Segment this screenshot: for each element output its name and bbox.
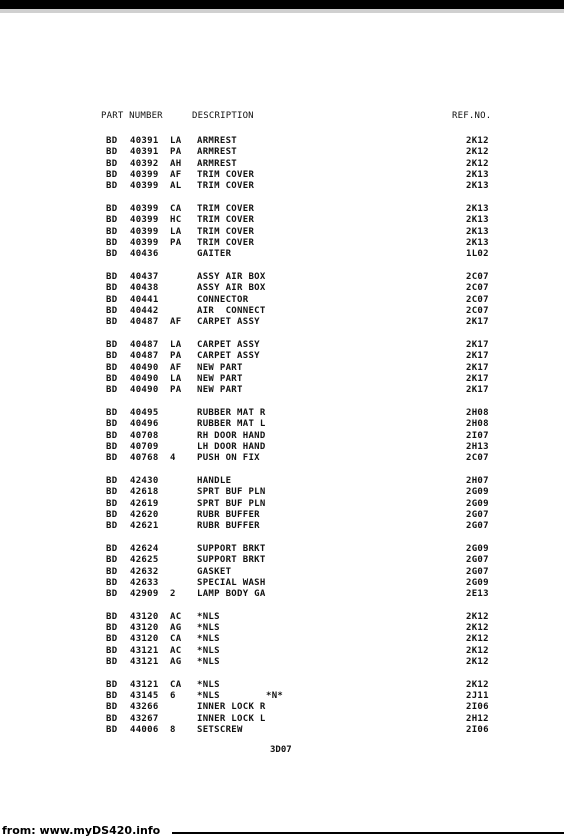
part-prefix: BD (106, 634, 118, 645)
part-suffix: HC (170, 215, 182, 226)
table-row (0, 623, 564, 634)
part-ref-no: 2I06 (466, 702, 489, 713)
part-ref-no: 2G07 (466, 509, 489, 520)
part-ref-no: 2K12 (466, 623, 489, 634)
part-description: TRIM COVER (197, 203, 255, 214)
table-row (0, 215, 564, 226)
part-prefix: BD (106, 566, 118, 577)
part-ref-no: 2K13 (466, 169, 489, 180)
table-row (0, 147, 564, 158)
table-row (0, 317, 564, 328)
part-suffix: AG (170, 623, 182, 634)
part-ref-no: 2K17 (466, 339, 489, 350)
part-suffix: 6 (170, 691, 176, 702)
table-row (0, 181, 564, 192)
part-prefix: BD (106, 657, 118, 668)
part-description: AIR CONNECT (197, 305, 266, 316)
part-ref-no: 2I06 (466, 725, 489, 736)
table-row (0, 170, 564, 181)
part-ref-no: 2K13 (466, 237, 489, 248)
part-prefix: BD (106, 713, 118, 724)
part-description: *NLS (197, 623, 220, 634)
part-description: HANDLE (197, 475, 232, 486)
part-ref-no: 2K17 (466, 317, 489, 328)
part-prefix: BD (106, 623, 118, 634)
part-group (0, 680, 564, 736)
part-description: INNER LOCK R (197, 702, 266, 713)
part-prefix: BD (106, 294, 118, 305)
table-row (0, 374, 564, 385)
part-ref-no: 2G09 (466, 543, 489, 554)
part-ref-no: 2H08 (466, 419, 489, 430)
part-description: TRIM COVER (197, 215, 255, 226)
part-description: INNER LOCK L (197, 713, 266, 724)
part-number: 40392 (130, 158, 159, 169)
table-row (0, 431, 564, 442)
part-description: RUBR BUFFER (197, 509, 260, 520)
part-prefix: BD (106, 362, 118, 373)
part-description: NEW PART (197, 385, 243, 396)
table-row (0, 385, 564, 396)
part-description: ARMREST (197, 158, 238, 169)
part-description: *NLS (197, 657, 220, 668)
part-description: *NLS (197, 645, 220, 656)
part-suffix: 2 (170, 589, 176, 600)
part-flag: *N* (266, 691, 284, 702)
part-description: GAITER (197, 249, 232, 260)
part-prefix: BD (106, 475, 118, 486)
part-suffix: AC (170, 611, 182, 622)
part-number: 40399 (130, 203, 159, 214)
part-suffix: AL (170, 181, 182, 192)
part-prefix: BD (106, 271, 118, 282)
part-prefix: BD (106, 385, 118, 396)
part-prefix: BD (106, 453, 118, 464)
table-row (0, 249, 564, 260)
part-description: *NLS (197, 611, 220, 622)
part-description: ARMREST (197, 136, 238, 146)
part-description: CARPET ASSY (197, 351, 260, 362)
part-ref-no: 2K12 (466, 645, 489, 656)
part-ref-no: 2J11 (466, 691, 489, 702)
part-ref-no: 2E13 (466, 589, 489, 600)
page-code: 3D07 (270, 745, 292, 755)
part-number: 43120 (130, 634, 159, 645)
part-number: 42619 (130, 498, 159, 509)
part-description: RUBBER MAT L (197, 419, 266, 430)
part-number: 40490 (130, 373, 159, 384)
part-description: SUPPORT BRKT (197, 555, 266, 566)
part-description: CARPET ASSY (197, 317, 260, 328)
table-row (0, 204, 564, 215)
table-row (0, 555, 564, 566)
part-suffix: PA (170, 351, 182, 362)
table-row (0, 578, 564, 589)
part-group (0, 544, 564, 600)
part-number: 42633 (130, 577, 159, 588)
part-number: 43121 (130, 657, 159, 668)
part-prefix: BD (106, 351, 118, 362)
part-ref-no: 2I07 (466, 430, 489, 441)
part-number: 42625 (130, 555, 159, 566)
part-group (0, 204, 564, 260)
part-number: 43267 (130, 713, 159, 724)
part-ref-no: 2C07 (466, 453, 489, 464)
part-suffix: PA (170, 237, 182, 248)
part-description: SPECIAL WASH (197, 577, 266, 588)
table-row (0, 702, 564, 713)
table-row (0, 646, 564, 657)
part-prefix: BD (106, 339, 118, 350)
table-row (0, 340, 564, 351)
part-description: NEW PART (197, 373, 243, 384)
part-ref-no: 2K13 (466, 215, 489, 226)
part-ref-no: 2C07 (466, 283, 489, 294)
part-description: *NLS (197, 691, 220, 702)
part-suffix: LA (170, 136, 182, 146)
part-description: TRIM COVER (197, 169, 255, 180)
table-row (0, 544, 564, 555)
part-number: 43120 (130, 611, 159, 622)
part-description: GASKET (197, 566, 232, 577)
part-number: 43121 (130, 645, 159, 656)
part-prefix: BD (106, 430, 118, 441)
part-ref-no: 2K13 (466, 181, 489, 192)
part-suffix: AC (170, 645, 182, 656)
part-ref-no: 2K12 (466, 611, 489, 622)
part-ref-no: 2C07 (466, 305, 489, 316)
part-description: ARMREST (197, 147, 238, 158)
part-group (0, 136, 564, 192)
part-suffix: CA (170, 203, 182, 214)
part-group (0, 272, 564, 328)
part-description: SPRT BUF PLN (197, 487, 266, 498)
table-row (0, 612, 564, 623)
part-prefix: BD (106, 317, 118, 328)
table-row (0, 419, 564, 430)
table-row (0, 306, 564, 317)
part-prefix: BD (106, 419, 118, 430)
part-prefix: BD (106, 725, 118, 736)
part-ref-no: 2C07 (466, 294, 489, 305)
footer-source-link[interactable]: from: www.myDS420.info (2, 824, 161, 837)
table-row (0, 227, 564, 238)
part-group (0, 340, 564, 396)
part-number: 40495 (130, 407, 159, 418)
part-number: 40490 (130, 362, 159, 373)
part-suffix: LA (170, 373, 182, 384)
part-ref-no: 2K17 (466, 385, 489, 396)
table-row (0, 589, 564, 600)
table-row (0, 714, 564, 725)
table-row (0, 136, 564, 147)
table-row (0, 283, 564, 294)
part-number: 42430 (130, 475, 159, 486)
part-number: 40438 (130, 283, 159, 294)
part-description: PUSH ON FIX (197, 453, 260, 464)
part-ref-no: 2K12 (466, 657, 489, 668)
part-number: 40709 (130, 441, 159, 452)
part-ref-no: 2K12 (466, 136, 489, 146)
part-ref-no: 2H12 (466, 713, 489, 724)
table-row (0, 453, 564, 464)
part-prefix: BD (106, 158, 118, 169)
part-number: 40487 (130, 317, 159, 328)
part-suffix: AF (170, 362, 182, 373)
table-row (0, 295, 564, 306)
part-prefix: BD (106, 487, 118, 498)
part-ref-no: 2K17 (466, 351, 489, 362)
part-number: 40487 (130, 339, 159, 350)
part-number: 43120 (130, 623, 159, 634)
part-suffix: LA (170, 226, 182, 237)
part-number: 43145 (130, 691, 159, 702)
table-row (0, 476, 564, 487)
part-prefix: BD (106, 509, 118, 520)
part-number: 40399 (130, 215, 159, 226)
part-prefix: BD (106, 589, 118, 600)
part-prefix: BD (106, 577, 118, 588)
part-prefix: BD (106, 226, 118, 237)
part-number: 40391 (130, 147, 159, 158)
part-ref-no: 2H07 (466, 475, 489, 486)
part-suffix: PA (170, 147, 182, 158)
part-description: *NLS (197, 679, 220, 690)
part-suffix: PA (170, 385, 182, 396)
part-number: 40490 (130, 385, 159, 396)
part-description: LH DOOR HAND (197, 441, 266, 452)
part-number: 40399 (130, 226, 159, 237)
part-description: SPRT BUF PLN (197, 498, 266, 509)
part-ref-no: 2K12 (466, 147, 489, 158)
table-row (0, 567, 564, 578)
part-number: 40399 (130, 169, 159, 180)
part-ref-no: 2G07 (466, 521, 489, 532)
part-ref-no: 2K12 (466, 634, 489, 645)
part-prefix: BD (106, 691, 118, 702)
part-suffix: AH (170, 158, 182, 169)
part-prefix: BD (106, 543, 118, 554)
table-row (0, 363, 564, 374)
part-prefix: BD (106, 611, 118, 622)
table-row (0, 351, 564, 362)
part-number: 40437 (130, 271, 159, 282)
part-description: RUBBER MAT R (197, 407, 266, 418)
part-number: 40708 (130, 430, 159, 441)
table-row (0, 657, 564, 668)
part-suffix: AF (170, 169, 182, 180)
part-prefix: BD (106, 215, 118, 226)
part-number: 40496 (130, 419, 159, 430)
table-row (0, 487, 564, 498)
part-ref-no: 2K12 (466, 679, 489, 690)
part-ref-no: 1L02 (466, 249, 489, 260)
table-row (0, 521, 564, 532)
part-suffix: LA (170, 339, 182, 350)
part-description: TRIM COVER (197, 181, 255, 192)
part-prefix: BD (106, 679, 118, 690)
part-group (0, 476, 564, 532)
part-prefix: BD (106, 645, 118, 656)
part-prefix: BD (106, 305, 118, 316)
part-number: 40441 (130, 294, 159, 305)
header-part-number: PART NUMBER (101, 111, 163, 121)
part-ref-no: 2K17 (466, 362, 489, 373)
part-number: 42620 (130, 509, 159, 520)
table-row (0, 680, 564, 691)
part-suffix: CA (170, 679, 182, 690)
table-row (0, 408, 564, 419)
part-prefix: BD (106, 147, 118, 158)
part-description: RH DOOR HAND (197, 430, 266, 441)
part-prefix: BD (106, 498, 118, 509)
part-prefix: BD (106, 136, 118, 146)
table-row (0, 691, 564, 702)
part-number: 43121 (130, 679, 159, 690)
part-prefix: BD (106, 181, 118, 192)
part-description: ASSY AIR BOX (197, 271, 266, 282)
parts-table (0, 136, 564, 748)
part-description: SUPPORT BRKT (197, 543, 266, 554)
part-prefix: BD (106, 702, 118, 713)
part-number: 40442 (130, 305, 159, 316)
part-number: 40391 (130, 136, 159, 146)
part-suffix: AF (170, 317, 182, 328)
part-description: LAMP BODY GA (197, 589, 266, 600)
part-suffix: AG (170, 657, 182, 668)
part-group (0, 408, 564, 464)
part-ref-no: 2K17 (466, 373, 489, 384)
part-description: TRIM COVER (197, 226, 255, 237)
table-row (0, 159, 564, 170)
part-prefix: BD (106, 283, 118, 294)
part-number: 44006 (130, 725, 159, 736)
part-description: *NLS (197, 634, 220, 645)
part-prefix: BD (106, 249, 118, 260)
part-ref-no: 2G09 (466, 577, 489, 588)
part-group (0, 612, 564, 668)
header-description: DESCRIPTION (192, 111, 254, 121)
part-prefix: BD (106, 521, 118, 532)
part-ref-no: 2K12 (466, 158, 489, 169)
part-description: SETSCREW (197, 725, 243, 736)
part-suffix: 4 (170, 453, 176, 464)
part-ref-no: 2C07 (466, 271, 489, 282)
part-description: TRIM COVER (197, 237, 255, 248)
part-description: RUBR BUFFER (197, 521, 260, 532)
part-prefix: BD (106, 169, 118, 180)
part-prefix: BD (106, 373, 118, 384)
part-suffix: CA (170, 634, 182, 645)
table-row (0, 510, 564, 521)
part-description: CARPET ASSY (197, 339, 260, 350)
part-number: 40399 (130, 237, 159, 248)
part-description: CONNECTOR (197, 294, 249, 305)
table-row (0, 634, 564, 645)
table-row (0, 442, 564, 453)
part-prefix: BD (106, 203, 118, 214)
part-suffix: 8 (170, 725, 176, 736)
part-prefix: BD (106, 237, 118, 248)
part-prefix: BD (106, 407, 118, 418)
table-row (0, 272, 564, 283)
part-number: 40436 (130, 249, 159, 260)
part-number: 42632 (130, 566, 159, 577)
part-ref-no: 2G09 (466, 487, 489, 498)
part-ref-no: 2K13 (466, 226, 489, 237)
part-ref-no: 2H13 (466, 441, 489, 452)
part-ref-no: 2K13 (466, 203, 489, 214)
part-ref-no: 2G07 (466, 555, 489, 566)
part-ref-no: 2H08 (466, 407, 489, 418)
table-row (0, 238, 564, 249)
part-description: NEW PART (197, 362, 243, 373)
part-number: 40399 (130, 181, 159, 192)
part-ref-no: 2G07 (466, 566, 489, 577)
part-number: 42909 (130, 589, 159, 600)
header-ref-no: REF.NO. (452, 111, 492, 121)
table-row (0, 499, 564, 510)
part-prefix: BD (106, 441, 118, 452)
part-number: 43266 (130, 702, 159, 713)
part-number: 40768 (130, 453, 159, 464)
part-number: 40487 (130, 351, 159, 362)
footer-rule (172, 832, 564, 834)
part-prefix: BD (106, 555, 118, 566)
part-number: 42624 (130, 543, 159, 554)
table-row (0, 725, 564, 736)
part-description: ASSY AIR BOX (197, 283, 266, 294)
part-number: 42618 (130, 487, 159, 498)
part-ref-no: 2G09 (466, 498, 489, 509)
part-number: 42621 (130, 521, 159, 532)
